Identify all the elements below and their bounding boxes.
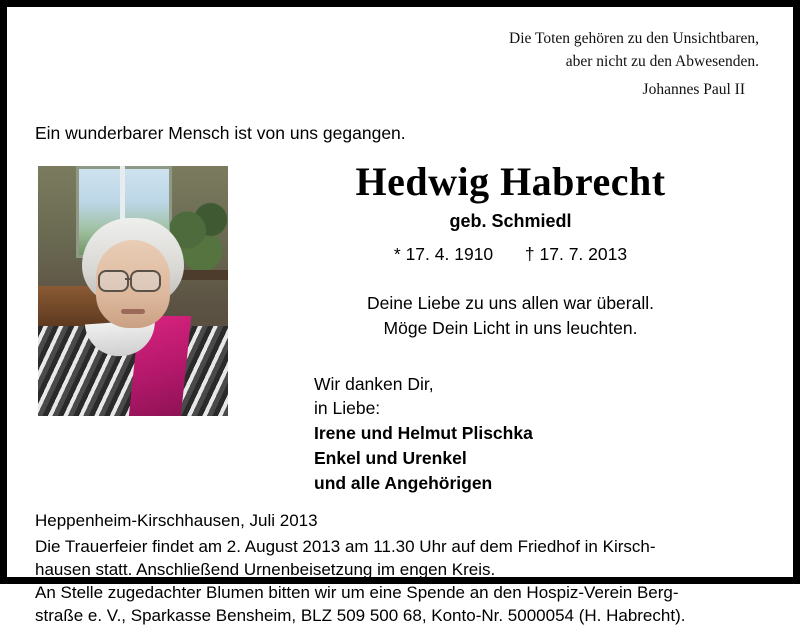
obituary-inner [7,7,793,625]
survivor-relatives: und alle Angehörigen [314,472,493,493]
deceased-dates [256,244,765,265]
funeral-info-line-1: Die Trauerfeier findet am 2. August 2013 am 11.30 Uhr auf dem Friedhof in Kirsch- [35,537,656,557]
epigraph-line-2: aber nicht zu den Abwesenden. [565,53,759,71]
survivor-grandchildren: Enkel und Urenkel [314,448,467,469]
portrait-container [38,166,230,416]
photo-glasses-left [98,270,129,292]
thanks-line-2: in Liebe: [314,398,381,419]
opening-sentence: Ein wunderbarer Mensch ist von uns gegangen. [35,122,406,143]
death-date: † 17. 7. 2013 [524,243,628,264]
funeral-info-line-2: hausen statt. Anschließend Urnenbeisetzung im engen Kreis. [35,560,496,580]
survivor-names: Irene und Helmut Plischka [314,423,533,444]
portrait-photo [38,166,228,416]
place-and-date: Heppenheim-Kirschhausen, Juli 2013 [35,510,318,530]
epigraph [35,27,759,101]
epigraph-line-1: Die Toten gehören zu den Unsichtbaren, [509,30,759,47]
memorial-text-column [230,158,765,496]
photo-glasses-right [130,270,161,292]
deceased-maiden-name: geb. Schmiedl [449,210,572,231]
thanks-line-1: Wir danken Dir, [314,373,434,394]
memorial-verse [256,291,765,342]
donation-info-line-2: straße e. V., Sparkasse Bensheim, BLZ 509 500 68, Konto-Nr. 5000054 (H. Habrecht). [35,605,686,625]
body-area [35,158,765,496]
donation-info-line-1: An Stelle zugedachter Blumen bitten wir um eine Spende an den Hospiz-Verein Berg- [35,583,679,603]
birth-date: * 17. 4. 1910 [393,243,494,264]
deceased-name: Hedwig Habrecht [355,158,666,204]
epigraph-author: Johannes Paul II [642,80,745,98]
footer-details [35,510,765,628]
verse-line-2: Möge Dein Licht in uns leuchten. [383,318,638,339]
verse-line-1: Deine Liebe zu uns allen war überall. [367,292,654,313]
thanks-block [256,372,765,496]
photo-glasses-bridge [125,278,130,280]
photo-mouth [121,309,145,314]
